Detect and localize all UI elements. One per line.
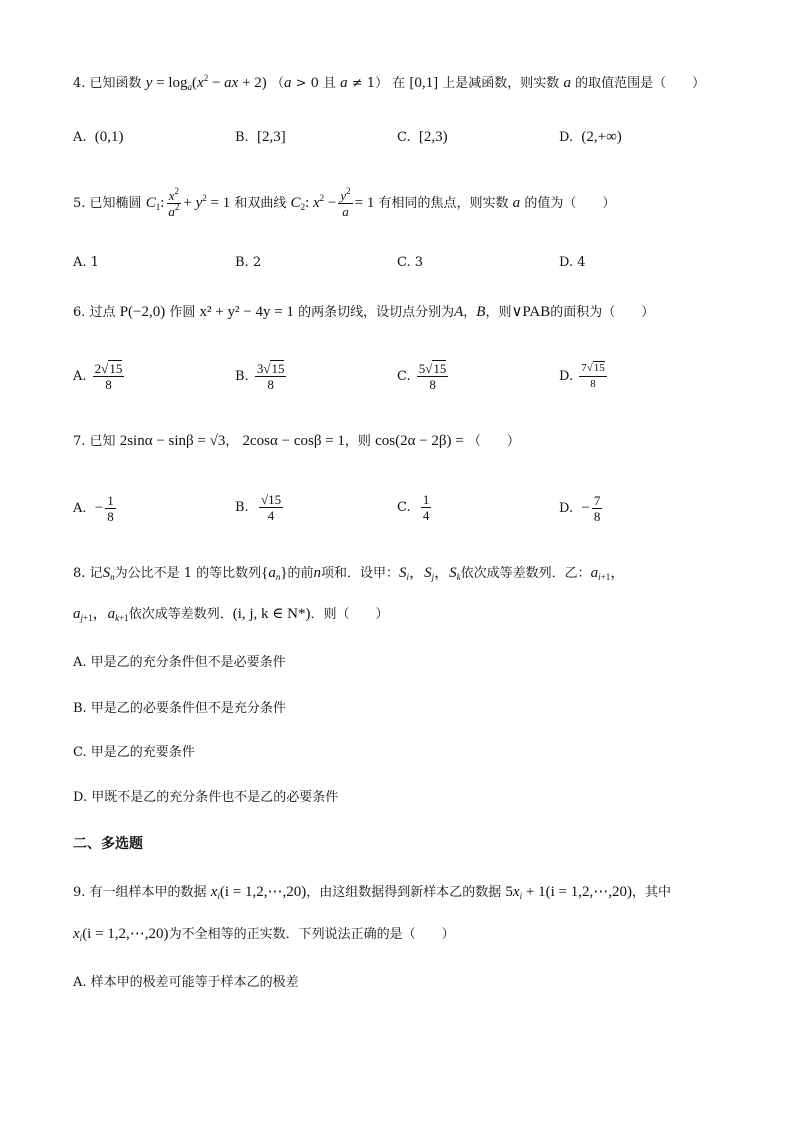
option-b[interactable]: B. $\frac{3√15}{8}$	[235, 361, 285, 392]
target-expression: cos(2α − 2β) =	[375, 433, 464, 449]
point-p: P(−2,0)	[119, 304, 166, 320]
index-set: (i, j, k ∈ N*)	[232, 606, 311, 622]
question-number: 4.	[73, 76, 86, 91]
option-d[interactable]: D. 4	[559, 255, 586, 270]
option-a[interactable]: A. $\frac{2√15}{8}$	[73, 361, 123, 392]
option-a[interactable]: A. (0,1)	[73, 129, 124, 145]
question-9-line-2: $x_i(i$ = 1,2,⋯,20)为不全相等的正实数．下列说法正确的是（ ）	[73, 926, 455, 943]
option-a[interactable]: A. − $\frac{1}{8}$	[73, 493, 114, 524]
choice-c[interactable]: C. 甲是乙的充要条件	[73, 745, 195, 760]
option-c[interactable]: C. [2,3)	[397, 129, 448, 145]
choice-a[interactable]: A. 甲是乙的充分条件但不是必要条件	[73, 655, 286, 670]
circle-equation: x² + y² − 4y = 1	[199, 304, 294, 320]
option-a[interactable]: A. 1	[73, 255, 99, 270]
choice-a[interactable]: A. 样本甲的极差可能等于样本乙的极差	[73, 975, 299, 990]
question-9: 9. 有一组样本甲的数据 $x_i(i$ = 1,2,⋯,20)，由这组数据得到新样本乙的数据 $5x_i + 1(i$ = 1,2,⋯,20)，其中	[73, 884, 671, 901]
question-6: 6. 过点 P(−2,0) 作圆 x² + y² − 4y = 1 的两条切线，设切点分别为A，B，则∨PAB的面积为（ ）	[73, 304, 655, 320]
question-4: 4. 已知函数 $y = \log_a(x^2$ − ax + 2) （a > 0 且 a ≠ 1） 在 [0,1] 上是减函数，则实数 a 的取值范围是（ ）	[73, 73, 706, 92]
function-formula: $y = \log_a(x^2$ − ax + 2)	[145, 73, 267, 92]
option-b[interactable]: B. $\frac{√15}{4}$	[235, 492, 282, 523]
ellipse-formula: $C_1$: $\frac{x^2}{a^2}$ + $y^2 = 1$	[145, 186, 231, 220]
question-5: 5. 已知椭圆 $C_1$: $\frac{x^2}{a^2}$ + $y^2 = 1$ 和双曲线 $C_2$: $x^2$ − $\frac{y^2}{a}$ = 1 有相同的焦点，则实数 a 的值为（ ）	[73, 186, 616, 220]
option-d[interactable]: D. (2,+∞)	[559, 129, 622, 145]
option-b[interactable]: B. [2,3]	[235, 129, 286, 145]
equation-2: 2cosα − cosβ = 1	[242, 433, 345, 449]
option-d[interactable]: D. $\frac{7√15}{8}$	[559, 362, 605, 390]
section-heading: 二、多选题	[73, 836, 143, 852]
question-7: 7. 已知 2sinα − sinβ = √3， 2cosα − cosβ = 1，则 cos(2α − 2β) = （ ）	[73, 433, 520, 449]
option-d[interactable]: D. − $\frac{7}{8}$	[559, 493, 601, 524]
option-b[interactable]: B. 2	[235, 255, 262, 270]
option-c[interactable]: C. $\frac{5√15}{8}$	[397, 361, 447, 392]
option-c[interactable]: C. $\frac{1}{4}$	[397, 492, 430, 523]
question-8: 8. 记$S_n$为公比不是 1 的等比数列$\{a_n\}$的前n项和．设甲：$S_i$，$S_j$，$S_k$依次成等差数列．乙：$a_{i+1}$，	[73, 565, 626, 582]
triangle-pab: ∨PAB	[511, 304, 551, 320]
equation-1: 2sinα − sinβ = √3	[119, 433, 226, 449]
question-8-line-2: $a_{j+1}$，$a_{k+1}$依次成等差数列．(i, j, k ∈ N*)．则（ ）	[73, 606, 389, 623]
choice-d[interactable]: D. 甲既不是乙的充分条件也不是乙的必要条件	[73, 790, 339, 805]
hyperbola-formula: $C_2$: $x^2$ − $\frac{y^2}{a}$ = 1	[290, 186, 375, 220]
choice-b[interactable]: B. 甲是乙的必要条件但不是充分条件	[73, 701, 286, 716]
interval: [0,1]	[409, 75, 439, 91]
question-text: 已知函数	[89, 76, 142, 91]
option-c[interactable]: C. 3	[397, 255, 424, 270]
